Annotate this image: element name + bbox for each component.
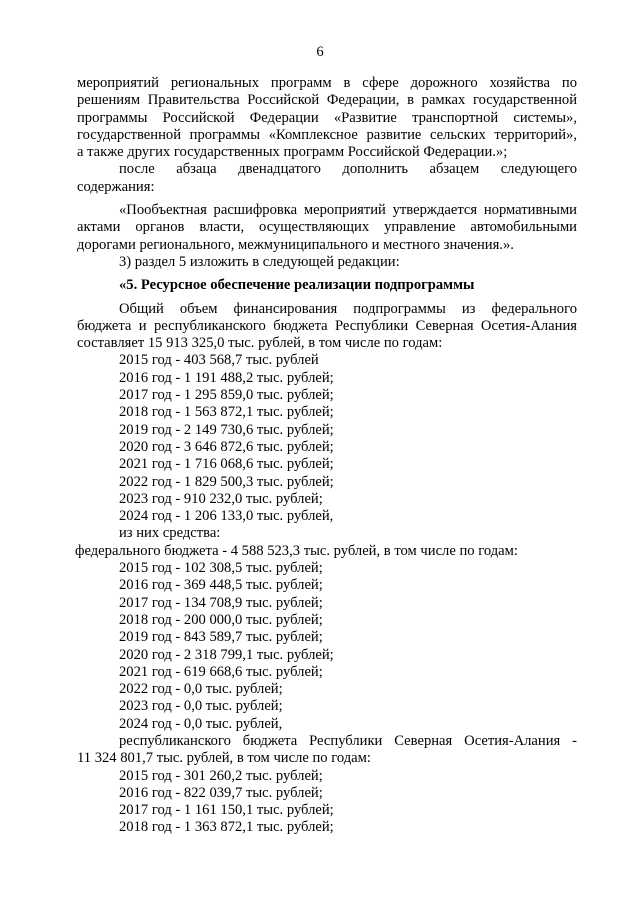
list-item: 2020 год - 3 646 872,6 тыс. рублей; [119,438,334,455]
list-item: 2018 год - 1 563 872,1 тыс. рублей; [119,404,334,421]
page-number: 6 [316,44,324,60]
text-line: содержания: [77,178,155,195]
list-item: 2016 год - 1 191 488,2 тыс. рублей; [119,369,334,386]
text-line: «Пообъектная расшифровка мероприятий утверждается нормативными [119,202,577,219]
list-item: 2015 год - 102 308,5 тыс. рублей; [119,560,323,577]
list-item: 2023 год - 910 232,0 тыс. рублей; [119,490,323,507]
text-line: решениям Правительства Российской Федерации, в рамках государственной [77,92,577,109]
intro-paragraph [77,75,577,161]
total-by-year-list [77,352,577,525]
quote-paragraph [77,202,577,271]
text-line: а также других государственных программ Российской Федерации.»; [77,144,508,161]
text-line: бюджета и республиканского бюджета Республики Северная Осетия-Алания [77,317,577,334]
list-item: 2016 год - 822 039,7 тыс. рублей; [119,784,323,801]
federal-by-year-list [77,560,577,733]
list-item: 2017 год - 1 295 859,0 тыс. рублей; [119,387,334,404]
amendment-paragraph [77,161,577,196]
text-line: мероприятий региональных программ в сфере дорожного хозяйства по [77,75,577,91]
document-body [77,75,577,837]
text-line: дорогами регионального, межмуниципального и местного значения.». [77,236,514,253]
section-heading: «5. Ресурсное обеспечение реализации подпрограммы [119,277,475,294]
list-item: 2024 год - 1 206 133,0 тыс. рублей, [119,508,334,525]
total-financing-paragraph [77,301,577,353]
text-line: составляет 15 913 325,0 тыс. рублей, в том числе по годам: [77,335,443,352]
list-item: 2022 год - 0,0 тыс. рублей; [119,681,283,698]
list-item: 2021 год - 619 668,6 тыс. рублей; [119,663,323,680]
list-item: 2018 год - 200 000,0 тыс. рублей; [119,611,323,628]
list-item: 2019 год - 843 589,7 тыс. рублей; [119,629,323,646]
text-line: республиканского бюджета Республики Северная Осетия-Алания - [119,732,577,749]
text-line: Общий объем финансирования подпрограммы из федерального [119,300,577,317]
list-item: 2017 год - 1 161 150,1 тыс. рублей; [119,802,334,819]
list-item: 2019 год - 2 149 730,6 тыс. рублей; [119,421,334,438]
list-item: 2017 год - 134 708,9 тыс. рублей; [119,594,323,611]
republic-budget-paragraph [77,733,577,768]
text-line: после абзаца двенадцатого дополнить абзацем следующего [119,161,577,178]
list-item: 2023 год - 0,0 тыс. рублей; [119,698,283,715]
list-item: 2024 год - 0,0 тыс. рублей, [119,715,283,732]
list-item: 2018 год - 1 363 872,1 тыс. рублей; [119,819,334,836]
text-line: программы Российской Федерации «Развитие транспортной системы», [77,109,577,126]
republic-by-year-list [77,768,577,837]
federal-budget-line: федерального бюджета - 4 588 523,3 тыс. рублей, в том числе по годам: [75,542,518,559]
text-line: 11 324 801,7 тыс. рублей, в том числе по годам: [77,750,371,767]
of-which-label: из них средства: [119,525,221,542]
text-line: актами органов власти, осуществляющих управление автомобильными [77,219,577,236]
list-item: 2015 год - 301 260,2 тыс. рублей; [119,767,323,784]
list-item: 2021 год - 1 716 068,6 тыс. рублей; [119,456,334,473]
list-item: 2022 год - 1 829 500,3 тыс. рублей; [119,473,334,490]
text-line: государственной программы «Комплексное развитие сельских территорий», [77,126,577,143]
text-line: 3) раздел 5 изложить в следующей редакции: [119,253,400,270]
list-item: 2015 год - 403 568,7 тыс. рублей [119,352,319,369]
list-item: 2020 год - 2 318 799,1 тыс. рублей; [119,646,334,663]
list-item: 2016 год - 369 448,5 тыс. рублей; [119,577,323,594]
